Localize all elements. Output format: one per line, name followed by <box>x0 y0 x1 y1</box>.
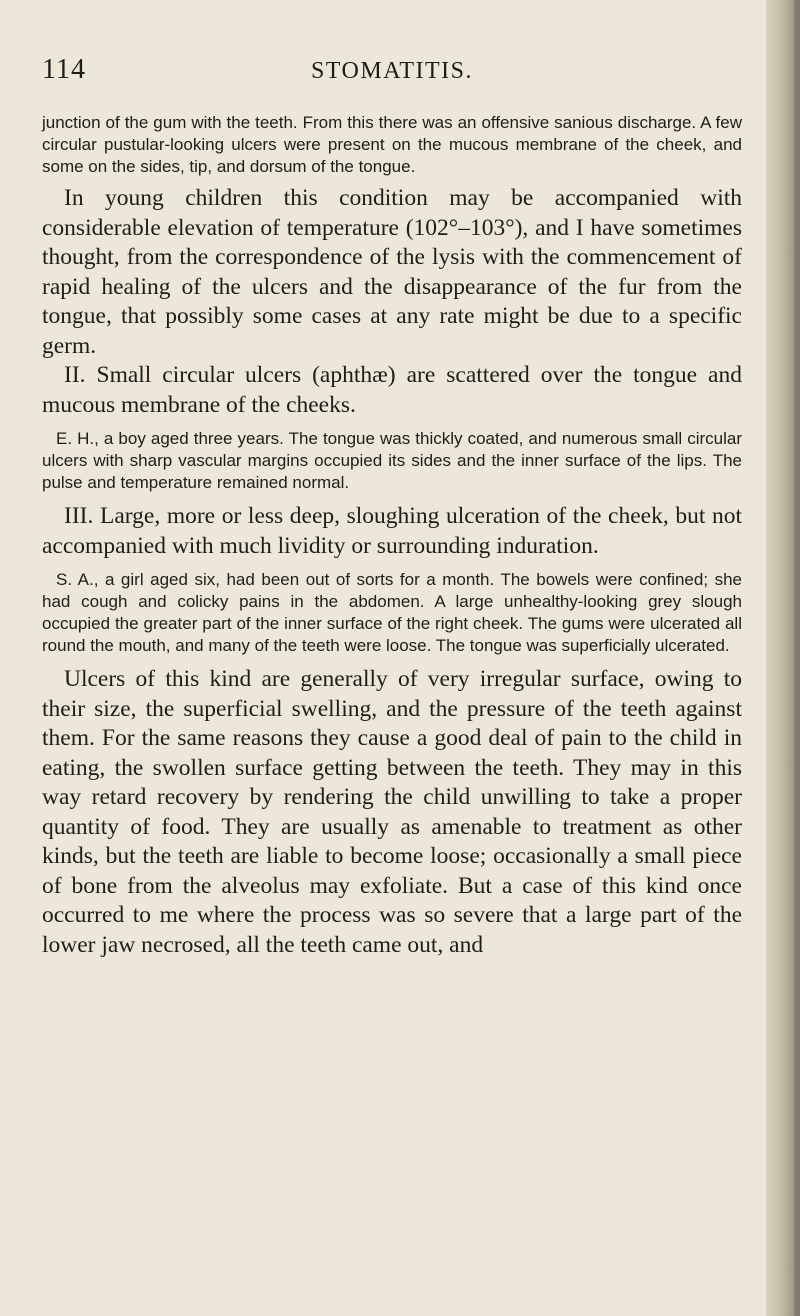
paragraph-case-sa: S. A., a girl aged six, had been out of sorts for a month. The bowels were confined; she had cough and colicky pains in the abdomen. A large unhealthy-looking grey slough occupied the greater part of the inner surface of the right cheek. The gums were ulcerated all round the mouth, and many of the teeth were loose. The tongue was superficially ulcerated. <box>42 570 742 655</box>
paragraph-ulcer-discussion: Ulcers of this kind are generally of very irregular surface, owing to their size, the superficial swelling, and the pressure of the teeth against them. For the same reasons they cause a good deal of pain to the child in eating, the swollen surface getting between the teeth. They may in this way retard recovery by rendering the child unwilling to take a proper quantity of food. They are usually as amenable to treatment as other kinds, but the teeth are liable to become loose; occasionally a small piece of bone from the alveolus may exfoliate. But a case of this kind once occurred to me where the process was so severe that a large part of the lower jaw necrosed, all the teeth came out, and <box>42 666 742 958</box>
page-header <box>42 54 742 94</box>
paragraph-temperature-note: In young children this condition may be accompanied with considerable elevation of temperature (102°–103°), and I have sometimes thought, from the correspondence of the lysis with the commencement of rapid healing of the ulcers and the disappearance of the fur from the tongue, that possibly some cases at any rate might be due to a specific germ. <box>42 185 742 359</box>
paragraph-case-continuation: junction of the gum with the teeth. From this there was an offensive sanious discharge. A few circular pustular-looking ulcers were present on the mucous membrane of the cheek, and some on the sides, tip, and dorsum of the tongue. <box>42 113 742 176</box>
page-edge-shadow <box>766 0 800 1316</box>
page-body <box>42 112 742 960</box>
paragraph-case-eh: E. H., a boy aged three years. The tongue was thickly coated, and numerous small circular ulcers with sharp vascular margins occupied its sides and the inner surface of the lips. The pulse and temperature remained normal. <box>42 429 742 492</box>
running-title: STOMATITIS. <box>310 58 474 84</box>
paragraph-type-three-heading: III. Large, more or less deep, sloughing ulceration of the cheek, but not accompanied with much lividity or surrounding induration. <box>42 503 742 559</box>
paragraph-type-two-heading: II. Small circular ulcers (aphthæ) are scattered over the tongue and mucous membrane of the cheeks. <box>42 362 742 418</box>
page-number: 114 <box>42 54 86 85</box>
